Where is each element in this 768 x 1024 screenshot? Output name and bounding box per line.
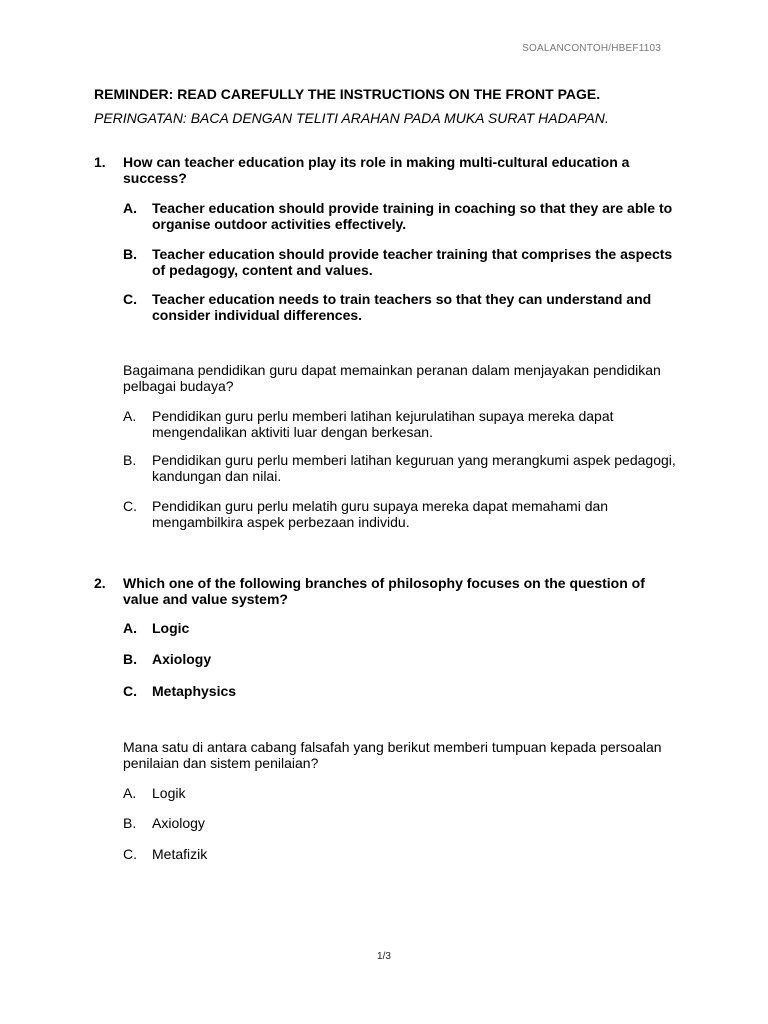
option-text: Metafizik xyxy=(152,846,208,862)
option-text: Pendidikan guru perlu melatih guru supaya mereka dapat memahami dan mengambilkira aspek perbezaan individu. xyxy=(152,498,609,530)
question-1-malay-option-c xyxy=(94,498,684,530)
option-text: Teacher education should provide teacher training that comprises the aspects of pedagogy, content and values. xyxy=(152,246,673,278)
option-text: Axiology xyxy=(152,651,212,667)
question-number: 1. xyxy=(94,154,106,170)
option-letter: C. xyxy=(123,291,137,307)
option-letter: B. xyxy=(123,246,137,262)
question-2-malay-option-b xyxy=(94,815,684,831)
option-letter: A. xyxy=(123,200,137,216)
reminder-english: REMINDER: READ CAREFULLY THE INSTRUCTIONS ON THE FRONT PAGE. xyxy=(94,86,601,102)
question-1-english xyxy=(94,154,684,186)
question-1-malay xyxy=(94,362,684,394)
option-text: Pendidikan guru perlu memberi latihan keguruan yang merangkumi aspek pedagogi, kandungan dan nilai. xyxy=(152,452,676,484)
reminder-malay: PERINGATAN: BACA DENGAN TELITI ARAHAN PADA MUKA SURAT HADAPAN. xyxy=(94,110,609,126)
option-letter: C. xyxy=(123,683,137,699)
option-text: Metaphysics xyxy=(152,683,237,699)
option-text: Teacher education needs to train teachers so that they can understand and consider individual differences. xyxy=(152,291,652,323)
option-letter: C. xyxy=(123,846,137,862)
question-1-english-option-a xyxy=(94,200,684,232)
option-text: Logik xyxy=(152,785,186,801)
option-text: Teacher education should provide training in coaching so that they are able to organise outdoor activities effectively. xyxy=(152,200,673,232)
question-stem-malay: Bagaimana pendidikan guru dapat memainkan peranan dalam menjayakan pendidikan pelbagai budaya? xyxy=(123,362,661,394)
question-2-malay xyxy=(94,739,684,771)
option-letter: A. xyxy=(123,408,137,424)
question-stem-malay: Mana satu di antara cabang falsafah yang berikut memberi tumpuan kepada persoalan penilaian dan sistem penilaian? xyxy=(123,739,662,771)
question-2-english-option-b xyxy=(94,651,684,667)
question-number: 2. xyxy=(94,575,106,591)
option-letter: B. xyxy=(123,815,137,831)
page-number: 1/3 xyxy=(377,951,391,962)
question-stem: How can teacher education play its role in making multi-cultural education a success? xyxy=(123,154,630,186)
option-text: Axiology xyxy=(152,815,205,831)
question-2-english-option-a xyxy=(94,620,684,636)
question-2-english-option-c xyxy=(94,683,684,699)
question-1-malay-option-a xyxy=(94,408,684,440)
option-letter: A. xyxy=(123,620,137,636)
question-2-malay-option-c xyxy=(94,846,684,862)
option-text: Logic xyxy=(152,620,190,636)
question-2-malay-option-a xyxy=(94,785,684,801)
question-2-english xyxy=(94,575,684,607)
question-1-malay-option-b xyxy=(94,452,684,484)
option-letter: B. xyxy=(123,452,137,468)
question-1-english-option-b xyxy=(94,246,684,278)
question-1-english-option-c xyxy=(94,291,684,323)
page-code: SOALANCONTOH/HBEF1103 xyxy=(522,43,661,54)
option-text: Pendidikan guru perlu memberi latihan kejurulatihan supaya mereka dapat mengendalikan aktiviti luar dengan berkesan. xyxy=(152,408,614,440)
option-letter: C. xyxy=(123,498,137,514)
option-letter: B. xyxy=(123,651,137,667)
option-letter: A. xyxy=(123,785,137,801)
question-stem: Which one of the following branches of philosophy focuses on the question of value and value system? xyxy=(123,575,645,607)
